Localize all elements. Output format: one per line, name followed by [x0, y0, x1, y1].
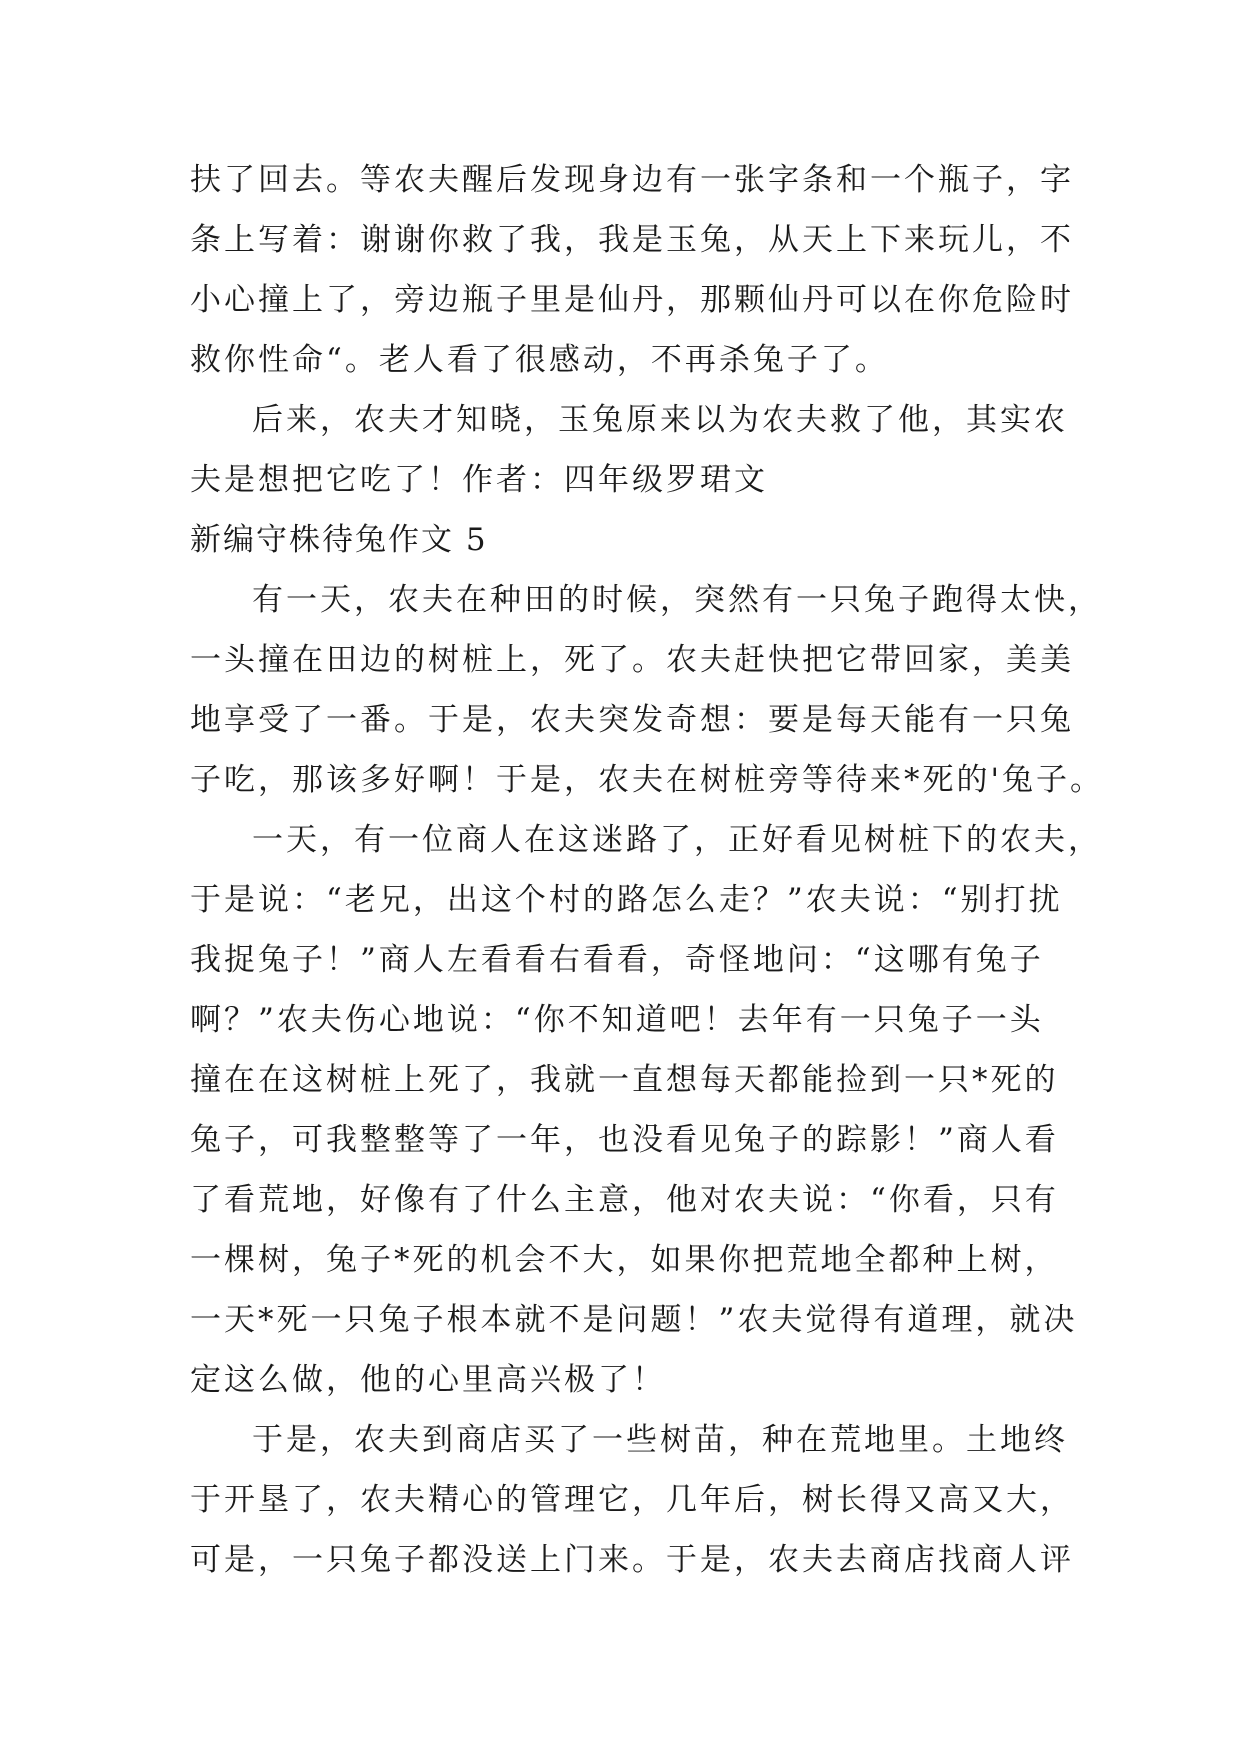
text-line: 子吃，那该多好啊！于是，农夫在树桩旁等待来*死的'兔子。	[190, 762, 1105, 798]
text-line: 了看荒地，好像有了什么主意，他对农夫说：“你看，只有	[190, 1182, 1059, 1218]
paragraph-start-line: 于是，农夫到商店买了一些树苗，种在荒地里。土地终	[252, 1422, 1068, 1458]
text-line: 于开垦了，农夫精心的管理它，几年后，树长得又高又大，	[190, 1482, 1074, 1518]
text-line: 夫是想把它吃了！作者：四年级罗珺文	[190, 462, 768, 498]
text-line: 一棵树，兔子*死的机会不大，如果你把荒地全都种上树，	[190, 1242, 1059, 1278]
text-line: 扶了回去。等农夫醒后发现身边有一张字条和一个瓶子，字	[190, 162, 1074, 198]
text-line: 小心撞上了，旁边瓶子里是仙丹，那颗仙丹可以在你危险时	[190, 282, 1074, 318]
text-line: 救你性命“。老人看了很感动，不再杀兔子了。	[190, 342, 889, 378]
text-line: 地享受了一番。于是，农夫突发奇想：要是每天能有一只兔	[190, 702, 1074, 738]
text-line: 我捉兔子！”商人左看看右看看，奇怪地问：“这哪有兔子	[190, 942, 1044, 978]
paragraph-start-line: 有一天，农夫在种田的时候，突然有一只兔子跑得太快，	[252, 582, 1102, 618]
text-line: 撞在在这树桩上死了，我就一直想每天都能捡到一只*死的	[190, 1062, 1059, 1098]
text-line: 一天*死一只兔子根本就不是问题！”农夫觉得有道理，就决	[190, 1302, 1078, 1338]
text-line: 一头撞在田边的树桩上，死了。农夫赶快把它带回家，美美	[190, 642, 1074, 678]
section-heading: 新编守株待兔作文 5	[190, 522, 488, 558]
text-line: 条上写着：谢谢你救了我，我是玉兔，从天上下来玩儿，不	[190, 222, 1074, 258]
text-line: 于是说：“老兄，出这个村的路怎么走？”农夫说：“别打扰	[190, 882, 1063, 918]
essay-body	[190, 150, 1105, 1590]
paragraph-start-line: 一天，有一位商人在这迷路了，正好看见树桩下的农夫，	[252, 822, 1102, 858]
text-line: 啊？”农夫伤心地说：“你不知道吧！去年有一只兔子一头	[190, 1002, 1044, 1038]
paragraph-start-line: 后来，农夫才知晓，玉兔原来以为农夫救了他，其实农	[252, 402, 1068, 438]
text-line: 定这么做，他的心里高兴极了！	[190, 1362, 666, 1398]
text-line: 可是，一只兔子都没送上门来。于是，农夫去商店找商人评	[190, 1542, 1074, 1578]
text-line: 兔子，可我整整等了一年，也没看见兔子的踪影！”商人看	[190, 1122, 1059, 1158]
